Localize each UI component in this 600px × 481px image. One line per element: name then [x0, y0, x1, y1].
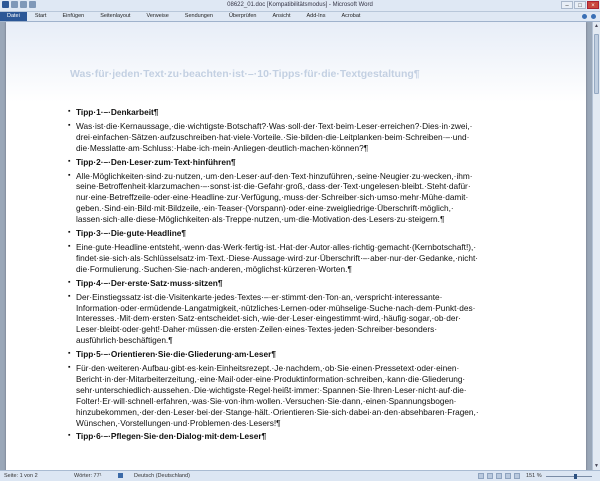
tab-ueberpruefen[interactable]: Überprüfen	[228, 13, 257, 19]
web-layout-icon[interactable]	[496, 473, 502, 479]
tab-verweise[interactable]: Verweise	[146, 13, 169, 19]
scroll-down-icon[interactable]: ▼	[594, 463, 599, 469]
tab-start[interactable]: Start	[34, 13, 47, 19]
bullet-icon: ▪	[68, 121, 71, 129]
text-line: geben.·Sind·ein·Bild·mit·Bildzeile,·ein·Teaser·(Vorspann)·oder·eine·zweigliedrige·Überschrift·möglich,·	[76, 203, 454, 214]
minimize-button[interactable]: –	[561, 1, 573, 9]
text-line: Tipp·6·–·Pflegen·Sie·den·Dialog·mit·dem·Leser¶	[76, 431, 267, 442]
paragraph-text	[76, 171, 568, 226]
text-line: Tipp·4·–·Der·erste·Satz·muss·sitzen¶	[76, 277, 223, 288]
text-line: Alle·Möglichkeiten·sind·zu·nutzen,·um·den·Leser·auf·den·Text·hinzuführen,·seine·Neugier·zu·wecken,·ihm·	[76, 170, 473, 181]
text-line: ausführlich·beschäftigen.¶	[76, 335, 173, 346]
text-line: nur·eine·Betreffzeile·oder·eine·Headline·zur·Verfügung,·muss·der·Schreiber·sich·umso·mehr·Mühe·damit·	[76, 192, 469, 203]
tip-heading	[68, 349, 568, 360]
paragraph-text	[76, 278, 568, 289]
bullet-icon: ▪	[68, 229, 71, 237]
paragraph-text	[76, 363, 568, 428]
help-icon[interactable]	[591, 14, 596, 19]
tab-seitenlayout[interactable]: Seitenlayout	[100, 13, 131, 19]
tab-add-ins[interactable]: Add-Ins	[306, 13, 326, 19]
draft-icon[interactable]	[514, 473, 520, 479]
paragraph-text	[76, 431, 568, 442]
paragraph-text	[76, 292, 568, 347]
paragraph-text	[76, 121, 568, 154]
text-line: die·Formulierung.·Suchen·Sie·nach·anderen,·möglichst·kürzeren·Worten.¶	[76, 263, 352, 274]
tip-paragraph	[68, 242, 568, 275]
text-line: Information·oder·ermüdende·Langatmigkeit,·nützliches·Lernen·oder·mühselige·Suche·nach·dem·Punkt·des·	[76, 302, 476, 313]
tip-heading	[68, 278, 568, 289]
paragraph-text	[76, 107, 568, 118]
text-line: Was·ist·die·Kernaussage,·die·wichtigste·Botschaft?·Was·soll·der·Text·beim·Leser·erreichen?·Dies·in·zwei,·	[76, 120, 473, 131]
tab-acrobat[interactable]: Acrobat	[341, 13, 361, 19]
tab-datei[interactable]: Datei	[0, 12, 27, 21]
maximize-button[interactable]: □	[574, 1, 586, 9]
text-line: findet·sie·sich·als·Schlüsselsatz·im·Text.·Diese·Aussage·wird·zur·Überschrift·–·aber·nur·der·Gedanke,·nicht·	[76, 252, 479, 263]
zoom-level[interactable]: 151 %	[526, 473, 542, 479]
text-line: Der·Einstiegssatz·ist·die·Visitenkarte·jedes·Textes·–·er·stimmt·den·Ton·an,·verspricht·interessante·	[76, 291, 443, 302]
text-line: Tipp·2·–·Den·Leser·zum·Text·hinführen¶	[76, 156, 236, 167]
vertical-scrollbar[interactable]	[592, 22, 600, 470]
text-line: seine·Betroffenheit·klarzumachen·–·sonst·ist·die·Gefahr·groß,·dass·der·Text·ungelesen·bleibt.·Steht·dafür·	[76, 181, 471, 192]
print-layout-icon[interactable]	[478, 473, 484, 479]
minimize-ribbon-icon[interactable]	[582, 14, 587, 19]
text-line: drei·einfachen·Sätzen·aufzuschreiben·hat·viele·Vorteile.·Sie·bilden·die·Leitplanken·beim·Schreiben·–·und·	[76, 131, 470, 142]
paragraph-text	[76, 228, 568, 239]
tab-einfuegen[interactable]: Einfügen	[62, 13, 85, 19]
word-count[interactable]: Wörter: 77¹	[74, 473, 102, 479]
text-line: Tipp·3·–·Die·gute·Headline¶	[76, 228, 187, 239]
tip-paragraph	[68, 292, 568, 347]
tip-paragraph	[68, 121, 568, 154]
proofing-icon[interactable]	[118, 471, 125, 481]
tab-ansicht[interactable]: Ansicht	[272, 13, 291, 19]
document-area	[0, 22, 592, 470]
text-line: sehr·unterschiedlich·aussehen.·Die·wichtigste·Regel·heißt·immer:·Spannen·Sie·Ihren·Leser·nicht·auf·die·	[76, 384, 467, 395]
tip-heading	[68, 157, 568, 168]
text-line: Bericht·in·der·Mitarbeiterzeitung,·eine·Mail·oder·eine·Produktinformation·schreiben,·kann·die·Gliederung·	[76, 373, 466, 384]
text-line: lassen·sich·alle·diese·Möglichkeiten·als·Treppe·nutzen,·um·die·Motivation·des·Lesers·zu·steigern.¶	[76, 214, 445, 225]
text-line: Tipp·5·–·Orientieren·Sie·die·Gliederung·am·Leser¶	[76, 349, 276, 360]
zoom-slider-knob[interactable]	[574, 474, 577, 479]
text-line: Für·den·weiteren·Aufbau·gibt·es·kein·Einheitsrezept.·Je·nachdem,·ob·Sie·einen·Pressetext·oder·einen·	[76, 363, 460, 374]
close-button[interactable]: ×	[587, 1, 599, 9]
document-title: Was·für·jeden·Text·zu·beachten·ist·–·10·Tipps·für·die·Textgestaltung¶	[70, 68, 420, 80]
text-line: Leser·bleibt·oder·geht!·Daher·müssen·die·ersten·Zeilen·eines·Textes·jeden·Schreiber·besonders·	[76, 324, 438, 335]
scroll-thumb[interactable]	[594, 34, 599, 94]
tip-paragraph	[68, 363, 568, 428]
status-bar	[0, 470, 600, 481]
tip-heading	[68, 431, 568, 442]
window-title: 08622_01.doc [Kompatibilitätsmodus] - Microsoft Word	[227, 2, 373, 8]
bullet-icon: ▪	[68, 242, 71, 250]
page-header	[6, 22, 586, 102]
page-count[interactable]: Seite: 1 von 2	[4, 473, 38, 479]
title-bar	[0, 0, 600, 12]
text-line: hinzubekommen,·der·den·Leser·bei·der·Stange·hält.·Orientieren·Sie·sich·dabei·an·den·absehbaren·Fragen,·	[76, 406, 479, 417]
text-line: Tipp·1·–·Denkarbeit¶	[76, 107, 159, 117]
text-line: die·Messlatte·am·Schluss:·Habe·ich·mein·Anliegen·deutlich·machen·können?¶	[76, 142, 369, 153]
document-page[interactable]	[6, 22, 586, 470]
bullet-icon: ▪	[68, 350, 71, 358]
scroll-up-icon[interactable]: ▲	[594, 23, 599, 29]
tab-sendungen[interactable]: Sendungen	[184, 13, 213, 19]
window-controls	[561, 1, 599, 9]
document-body[interactable]	[68, 107, 568, 445]
paragraph-text	[76, 157, 568, 168]
language[interactable]: Deutsch (Deutschland)	[134, 473, 190, 479]
paragraph-text	[76, 349, 568, 360]
full-screen-icon[interactable]	[487, 473, 493, 479]
bullet-icon: ▪	[68, 278, 71, 286]
bullet-icon: ▪	[68, 364, 71, 372]
zoom-slider[interactable]	[546, 476, 592, 477]
ribbon-help-area	[582, 12, 600, 21]
bullet-icon: ▪	[68, 171, 71, 179]
text-line: Wünschen,·Vorstellungen·und·Problemen·des·Lesers!¶	[76, 417, 281, 428]
text-line: Eine·gute·Headline·entsteht,·wenn·das·Werk·fertig·ist.·Hat·der·Autor·alles·richtig·gemacht·(Kernbotschaft!),·	[76, 241, 477, 252]
bullet-icon: ▪	[68, 432, 71, 440]
tip-heading	[68, 228, 568, 239]
tip-paragraph	[68, 171, 568, 226]
ribbon-tabs	[0, 12, 600, 22]
outline-icon[interactable]	[505, 473, 511, 479]
text-line: Interesses.·Mit·dem·ersten·Satz·entscheidet·sich,·wie·der·Leser·eingestimmt·wird,·häufig·sogar,·ob·der·	[76, 313, 462, 324]
bullet-icon: ▪	[68, 157, 71, 165]
bullet-icon: ▪	[68, 292, 71, 300]
bullet-icon: ▪	[68, 108, 71, 115]
text-line: Folter!·Er·will·schnell·erfahren,·was·Sie·von·ihm·wollen.·Versuchen·Sie·dann,·einen·Spannungsbogen·	[76, 395, 457, 406]
tip-heading	[68, 107, 568, 118]
paragraph-text	[76, 242, 568, 275]
